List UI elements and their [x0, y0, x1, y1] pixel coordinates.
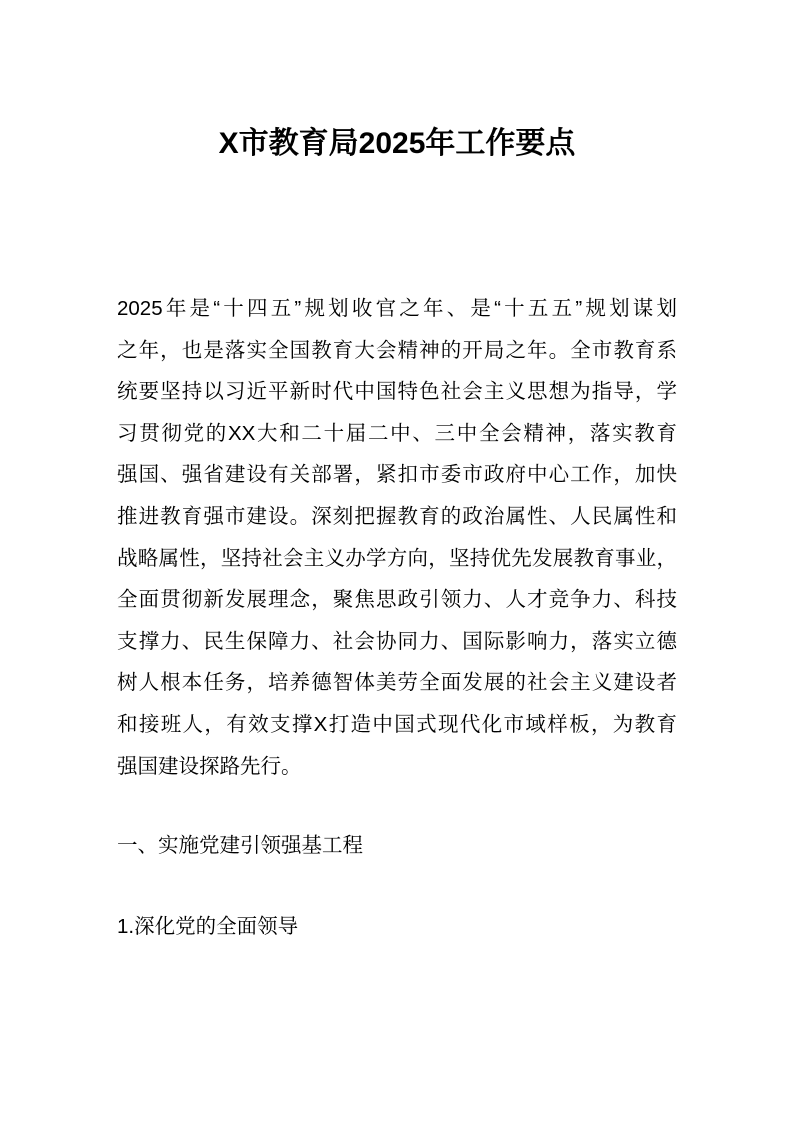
body-line: 和接班人，有效支撑X打造中国式现代化市域样板，为教育	[117, 712, 677, 736]
body-line: 强国建设探路先行。	[117, 754, 302, 778]
document-title: X市教育局2025年工作要点	[218, 127, 576, 160]
subsection-heading: 1.深化党的全面领导	[117, 914, 299, 938]
section-heading: 一、实施党建引领强基工程	[117, 834, 363, 858]
body-line: 统要坚持以习近平新时代中国特色社会主义思想为指导，学	[117, 380, 677, 404]
body-line: 习贯彻党的XX大和二十届二中、三中全会精神，落实教育	[117, 421, 677, 445]
body-line: 推进教育强市建设。深刻把握教育的政治属性、人民属性和	[117, 504, 677, 528]
body-line: 战略属性，坚持社会主义办学方向，坚持优先发展教育事业，	[117, 546, 677, 570]
body-line: 全面贯彻新发展理念，聚焦思政引领力、人才竞争力、科技	[117, 588, 677, 612]
body-line: 支撑力、民生保障力、社会协同力、国际影响力，落实立德	[117, 629, 677, 653]
body-line: 树人根本任务，培养德智体美劳全面发展的社会主义建设者	[117, 671, 677, 695]
body-line: 2025年是“十四五”规划收官之年、是“十五五”规划谋划	[117, 297, 677, 320]
body-line: 之年，也是落实全国教育大会精神的开局之年。全市教育系	[117, 338, 677, 362]
body-line: 强国、强省建设有关部署，紧扣市委市政府中心工作，加快	[117, 463, 677, 487]
body-paragraph	[117, 288, 677, 787]
